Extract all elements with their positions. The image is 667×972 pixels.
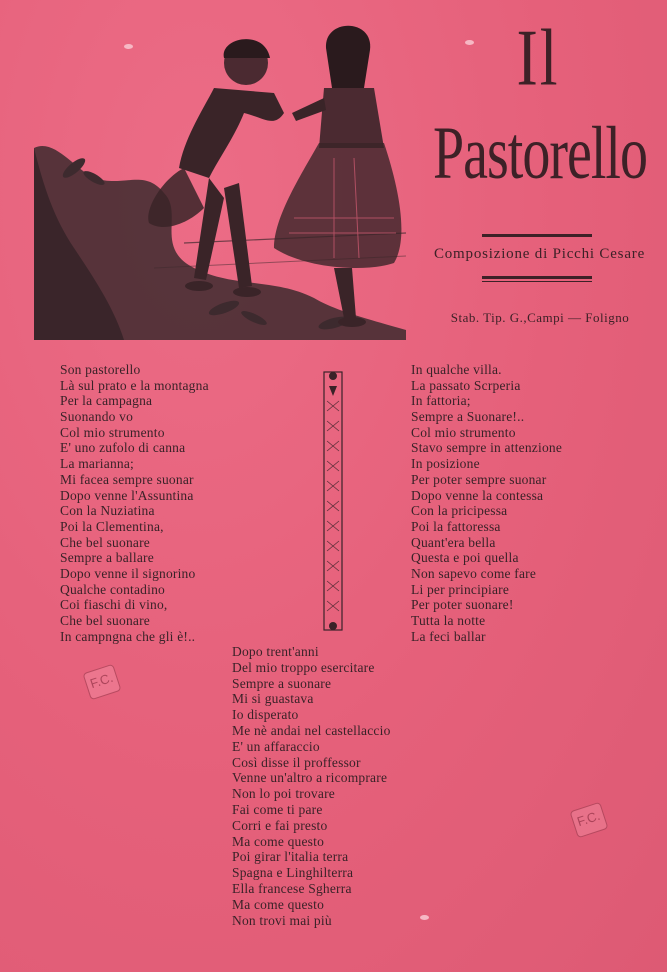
verse-line: Là sul prato e la montagna bbox=[60, 377, 209, 393]
verse-line: Ma come questo bbox=[232, 833, 325, 849]
verse-line: Con la Nuziatina bbox=[60, 503, 155, 519]
verse-line: Dopo venne l'Assuntina bbox=[60, 487, 194, 503]
verse-line: Del mio troppo esercitare bbox=[232, 659, 375, 675]
subtitle: Composizione di Picchi Cesare bbox=[433, 246, 646, 262]
pinhole bbox=[124, 44, 133, 49]
verse-center-column bbox=[232, 644, 391, 928]
verse-line: Stavo sempre in attenzione bbox=[411, 440, 563, 456]
verse-line: Io disperato bbox=[232, 707, 299, 723]
pinhole bbox=[420, 915, 429, 920]
verse-line: Sempre a ballare bbox=[60, 550, 154, 566]
verse-line: Tutta la notte bbox=[411, 613, 486, 628]
verse-right-column bbox=[411, 362, 562, 644]
verse-line: Per poter suonare! bbox=[411, 597, 514, 613]
verse-line: Poi girar l'italia terra bbox=[232, 849, 349, 865]
verse-line: La passato Scrperia bbox=[411, 377, 521, 393]
verse-left-column bbox=[60, 362, 209, 644]
title-rule-top bbox=[482, 234, 592, 237]
verse-line: Così disse il proffessor bbox=[232, 754, 361, 770]
verse-line: Non sapevo come fare bbox=[411, 565, 537, 581]
verse-line: Li per principiare bbox=[411, 581, 510, 597]
verse-line: Per la campagna bbox=[60, 393, 153, 409]
verse-line: Per poter sempre suonar bbox=[411, 471, 547, 487]
verse-line: Suonando vo bbox=[60, 409, 134, 425]
pinhole bbox=[465, 40, 474, 45]
title-line-1: Il bbox=[516, 13, 560, 102]
verse-line: Col mio strumento bbox=[411, 424, 516, 440]
verse-line: Sempre a Suonare!.. bbox=[411, 409, 525, 425]
embossed-stamp: F.C. bbox=[82, 664, 121, 701]
verse-line: Non trovi mai più bbox=[232, 912, 332, 928]
verse-line: Dopo trent'anni bbox=[232, 644, 319, 659]
verse-line: In campngna che gli è!.. bbox=[60, 628, 196, 644]
verse-line: Poi la fattoressa bbox=[411, 518, 501, 534]
verse-line: Ma come questo bbox=[232, 896, 325, 912]
verse-line: Mi si guastava bbox=[232, 691, 314, 707]
verse-line: Con la pricipessa bbox=[411, 503, 508, 519]
verse-line: Non lo poi trovare bbox=[232, 786, 335, 802]
verse-line: Questa e poi quella bbox=[411, 550, 519, 566]
verse-line: E' un affaraccio bbox=[232, 738, 320, 754]
verse-line: Dopo venne il signorino bbox=[60, 565, 196, 581]
title-line-2: Pastorello bbox=[433, 111, 647, 196]
vertical-ornament bbox=[320, 366, 346, 636]
verse-line: Col mio strumento bbox=[60, 424, 165, 440]
verse-line: Dopo venne la contessa bbox=[411, 487, 544, 503]
verse-line: Che bel suonare bbox=[60, 534, 150, 550]
verse-line: Che bel suonare bbox=[60, 613, 150, 628]
verse-line: La feci ballar bbox=[411, 628, 486, 644]
verse-line: Mi facea sempre suonar bbox=[60, 471, 194, 487]
verse-line: Quant'era bella bbox=[411, 534, 496, 550]
verse-line: E' uno zufolo di canna bbox=[60, 440, 186, 456]
verse-line: Venne un'altro a ricomprare bbox=[232, 770, 388, 786]
woodcut-illustration bbox=[34, 18, 406, 340]
verse-line: Corri e fai presto bbox=[232, 817, 328, 833]
verse-line: Poi la Clementina, bbox=[60, 518, 164, 534]
verse-line: Sempre a suonare bbox=[232, 675, 332, 691]
verse-line: In posizione bbox=[411, 456, 480, 472]
embossed-stamp: F.C. bbox=[569, 802, 608, 839]
verse-line: In qualche villa. bbox=[411, 362, 502, 377]
verse-line: Me nè andai nel castellaccio bbox=[232, 722, 391, 738]
title-rule-bottom bbox=[482, 276, 592, 279]
printer-imprint: Stab. Tip. G.,Campi — Foligno bbox=[450, 310, 630, 325]
verse-line: Qualche contadino bbox=[60, 581, 165, 597]
title-rule-bottom-thin bbox=[482, 281, 592, 282]
verse-line: Ella francese Sgherra bbox=[232, 880, 352, 896]
verse-line: Coi fiaschi di vino, bbox=[60, 597, 168, 613]
verse-line: Son pastorello bbox=[60, 362, 141, 377]
verse-line: Spagna e Linghilterra bbox=[232, 865, 354, 881]
verse-line: La marianna; bbox=[60, 456, 134, 472]
verse-line: In fattoria; bbox=[411, 393, 471, 409]
verse-line: Fai come ti pare bbox=[232, 801, 323, 817]
